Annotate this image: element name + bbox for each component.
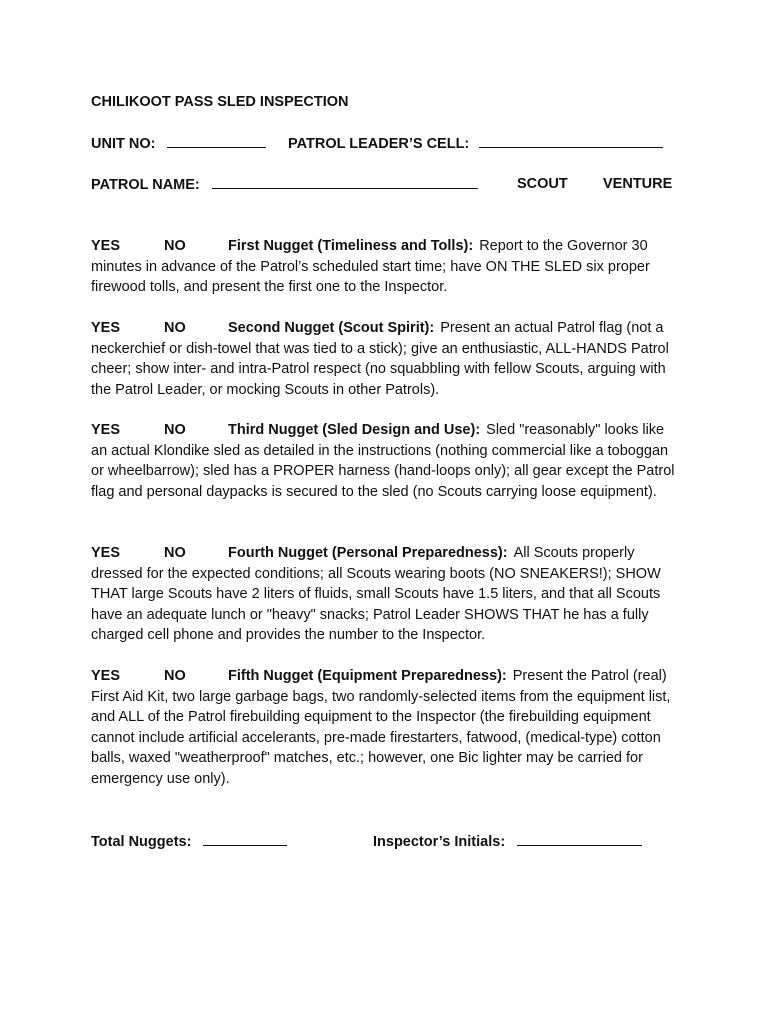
no-option[interactable]: NO <box>164 320 186 336</box>
nugget-item-5 <box>91 666 681 790</box>
yes-option[interactable]: YES <box>91 545 121 561</box>
inspector-initials-label: Inspector’s Initials: <box>373 834 506 850</box>
unit-number-blank[interactable] <box>167 135 266 148</box>
inspector-initials-blank[interactable] <box>517 833 642 846</box>
yes-option[interactable]: YES <box>91 238 121 254</box>
nugget-text: Sled "reasonably" looks like an actual Klondike sled as detailed in the instructions (nothing commercial like a toboggan or wheelbarrow); sled has a PROPER harness (hand-loops only); all gear except the Patrol flag and personal daypacks is secured to the sled (no Scouts carrying loose equipment). <box>91 422 675 500</box>
nugget-text: Present the Patrol (real) First Aid Kit, two large garbage bags, two randomly-selected items from the equipment list, and ALL of the Patrol firebuilding equipment to the Inspector (the firebuilding equipment cannot include artificial accelerants, pre-made firestarters, fatwood, (medical-type) cotton balls, waxed "weatherproof" matches, etc.; however, one Bic lighter may be carried for emergency use only). <box>91 668 671 787</box>
scout-option[interactable]: SCOUT <box>517 176 568 192</box>
nugget-item-2 <box>91 318 681 400</box>
nugget-heading: Third Nugget (Sled Design and Use): <box>228 422 481 438</box>
nugget-item-1 <box>91 236 681 298</box>
nugget-heading: First Nugget (Timeliness and Tolls): <box>228 238 474 254</box>
leader-cell-row <box>288 135 663 152</box>
form-title: CHILIKOOT PASS SLED INSPECTION <box>91 94 349 110</box>
unit-number-row <box>91 135 266 152</box>
nugget-text: All Scouts properly dressed for the expected conditions; all Scouts wearing boots (NO SNEAKERS!); SHOW THAT large Scouts have 2 liters of fluids, small Scouts have 1.5 liters, and that all Scouts have an adequate lunch or "heavy" snacks; Patrol Leader SHOWS THAT he has a fully charged cell phone and provides the number to the Inspector. <box>91 545 661 644</box>
no-option[interactable]: NO <box>164 668 186 684</box>
patrol-name-label: PATROL NAME: <box>91 177 200 193</box>
unit-number-label: UNIT NO: <box>91 136 156 152</box>
no-option[interactable]: NO <box>164 238 186 254</box>
venture-option[interactable]: VENTURE <box>603 176 673 192</box>
total-nuggets-label: Total Nuggets: <box>91 834 192 850</box>
nugget-item-4 <box>91 543 681 646</box>
patrol-name-blank[interactable] <box>212 176 478 189</box>
leader-cell-label: PATROL LEADER’S CELL: <box>288 136 470 152</box>
nugget-text: Present an actual Patrol flag (not a neckerchief or dish-towel that was tied to a stick); give an enthusiastic, ALL-HANDS Patrol cheer; show inter- and intra-Patrol respect (no squabbling with fellow Scouts, arguing with the Patrol Leader, or mocking Scouts in other Patrols). <box>91 320 669 398</box>
nugget-heading: Fifth Nugget (Equipment Preparedness): <box>228 668 507 684</box>
yes-option[interactable]: YES <box>91 422 121 438</box>
nugget-text: Report to the Governor 30 minutes in advance of the Patrol’s scheduled start time; have ON THE SLED six proper firewood tolls, and present the first one to the Inspector. <box>91 238 650 296</box>
yes-option[interactable]: YES <box>91 320 121 336</box>
nugget-heading: Second Nugget (Scout Spirit): <box>228 320 435 336</box>
no-option[interactable]: NO <box>164 422 186 438</box>
yes-option[interactable]: YES <box>91 668 121 684</box>
no-option[interactable]: NO <box>164 545 186 561</box>
patrol-name-row <box>91 176 478 193</box>
inspector-initials-row <box>373 833 642 850</box>
total-nuggets-row <box>91 833 287 850</box>
leader-cell-blank[interactable] <box>479 135 663 148</box>
nugget-item-3 <box>91 420 681 502</box>
total-nuggets-blank[interactable] <box>203 833 287 846</box>
nugget-heading: Fourth Nugget (Personal Preparedness): <box>228 545 508 561</box>
